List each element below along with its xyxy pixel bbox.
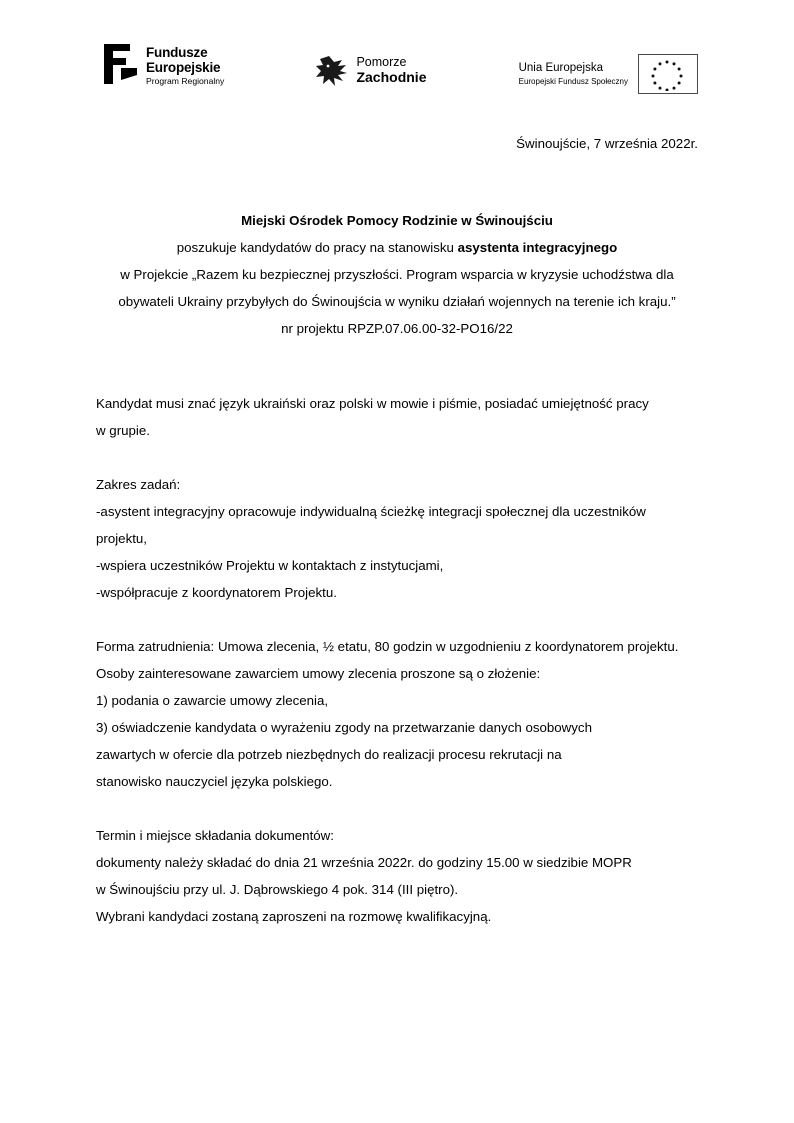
intro-line-institution: [96, 207, 698, 234]
ue-line-2: Europejski Fundusz Społeczny: [518, 77, 628, 87]
tasks-line-2: projektu,: [96, 531, 147, 546]
logo-fundusze-europejskie: [104, 44, 224, 87]
institution-name: Miejski Ośrodek Pomocy Rodzinie w Świnoujściu: [241, 213, 553, 228]
date-line: Świnoujście, 7 września 2022r.: [516, 136, 698, 151]
fe-line-3: Program Regionalny: [146, 76, 225, 87]
fe-line-2: Europejskie: [146, 60, 221, 76]
employment-line-5: zawartych w ofercie dla potrzeb niezbędnych do realizacji procesu rekrutacji na: [96, 747, 562, 762]
requirements-line-1: Kandydat musi znać język ukraiński oraz polski w mowie i piśmie, posiadać umiejętność pracy: [96, 396, 649, 411]
intro-line-project-1: w Projekcie „Razem ku bezpiecznej przyszłości. Program wsparcia w kryzysie uchodźstwa dla: [120, 267, 674, 282]
pomorze-zachodnie-griffin-icon: [316, 56, 350, 86]
deadline-line-1: dokumenty należy składać do dnia 21 września 2022r. do godziny 15.00 w siedzibie MOPR: [96, 855, 632, 870]
ue-line-1: Unia Europejska: [518, 61, 603, 74]
deadline-heading: Termin i miejsce składania dokumentów:: [96, 828, 334, 843]
employment-block: [96, 633, 698, 795]
employment-line-2: Osoby zainteresowane zawarciem umowy zlecenia proszone są o złożenie:: [96, 666, 541, 681]
intro-line-project-number: nr projektu RPZP.07.06.00-32-PO16/22: [281, 321, 513, 336]
employment-line-3: 1) podania o zawarcie umowy zlecenia,: [96, 693, 329, 708]
logo-pomorze-zachodnie: [316, 56, 426, 86]
tasks-block: [96, 471, 698, 606]
employment-line-1: Forma zatrudnienia: Umowa zlecenia, ½ etatu, 80 godzin w uzgodnieniu z koordynatorem projektu.: [96, 639, 679, 654]
fe-line-1: Fundusze: [146, 45, 208, 60]
deadline-line-3: Wybrani kandydaci zostaną zaproszeni na rozmowę kwalifikacyjną.: [96, 909, 492, 924]
deadline-line-2: w Świnoujściu przy ul. J. Dąbrowskiego 4 pok. 314 (III piętro).: [96, 882, 459, 897]
tasks-heading: Zakres zadań:: [96, 477, 181, 492]
document-content: [0, 130, 794, 930]
requirements-block: [96, 390, 698, 444]
intro-line-position: [96, 234, 698, 261]
position-name: asystenta integracyjnego: [457, 240, 618, 255]
pz-line-1: Pomorze: [356, 55, 407, 70]
fundusze-europejskie-icon: [104, 44, 137, 84]
position-prefix: poszukuje kandydatów do pracy na stanowisku: [176, 240, 458, 255]
intro-line-project-2: obywateli Ukrainy przybyłych do Świnoujścia w wyniku działań wojennych na terenie ich kraju.”: [118, 294, 676, 309]
unia-europejska-text: [519, 62, 628, 86]
employment-line-6: stanowisko nauczyciel języka polskiego.: [96, 774, 333, 789]
eu-flag-icon: [638, 54, 698, 94]
employment-line-4: 3) oświadczenie kandydata o wyrażeniu zgody na przetwarzanie danych osobowych: [96, 720, 592, 735]
logo-bar: [0, 0, 794, 94]
tasks-line-4: -współpracuje z koordynatorem Projektu.: [96, 585, 337, 600]
tasks-line-1: -asystent integracyjny opracowuje indywidualną ścieżkę integracji społecznej dla uczestników: [96, 504, 646, 519]
pz-line-2: Zachodnie: [356, 69, 427, 86]
fundusze-europejskie-text: [146, 44, 224, 87]
intro-block: [96, 207, 698, 342]
deadline-block: [96, 822, 698, 930]
tasks-line-3: -wspiera uczestników Projektu w kontaktach z instytucjami,: [96, 558, 444, 573]
logo-unia-europejska: [519, 54, 698, 94]
requirements-line-2: w grupie.: [96, 423, 150, 438]
pomorze-zachodnie-text: [356, 56, 426, 85]
